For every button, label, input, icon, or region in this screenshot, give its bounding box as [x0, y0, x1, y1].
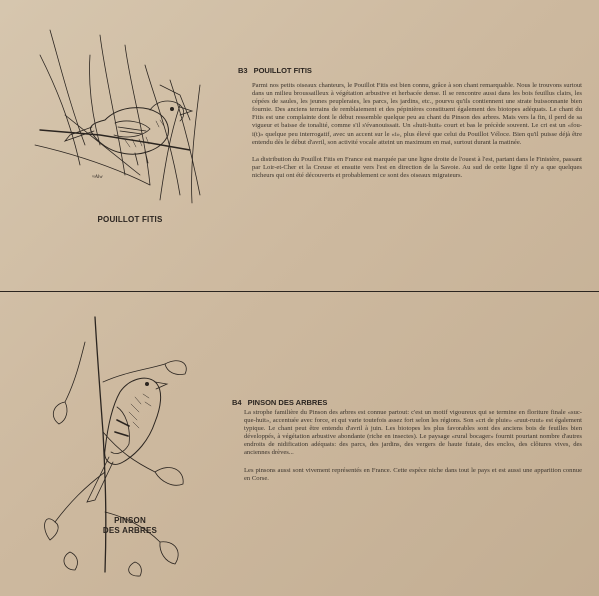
- section-title: POUILLOT FITIS: [253, 66, 312, 75]
- caption-line: DES ARBRES: [102, 526, 158, 535]
- section-heading-b4: [232, 398, 327, 407]
- caption-line: PINSON: [114, 516, 146, 525]
- section-code: B3: [238, 66, 248, 75]
- pinson-des-arbres-illustration: [25, 312, 215, 582]
- paragraph: Les pinsons aussi sont vivement représentés en France. Cette espèce niche dans tout le pays et est aussi une apparition connue en Corse.: [244, 466, 582, 482]
- section-divider: [0, 291, 599, 292]
- figure-caption-pouillot: POUILLOT FITIS: [97, 215, 163, 224]
- section-code: B4: [232, 398, 242, 407]
- paragraph: Parmi nos petits oiseaux chanteurs, le Pouillot Fitis est bien connu, grâce à son chant remarquable. Nous le trouvons surtout dans un milieu broussailleux à végétation arbustive et herbacée dense. Il se rencontre aussi dans les bois feuillus clairs, les cépées de saules, les jeunes peupleraies, les parcs, les jardins, etc., pourvu qu'ils contiennent une strate buissonnante bien fournie. Des anciens terrains de remblaiement et des pépinières constituent également des biotopes adéquats. Le chant du Fitis est une complainte dont le début ressemble quelque peu au chant du Pinson des arbres. Mais vers la fin, il perd de sa vigueur et baisse de tonalité, comme s'il s'évanouissait. Un «huit-huit» court et bas le précède souvent. Le cri est un «fou-i(t)» quelque peu interrogatif, avec un accent sur le «i», plus élevé que celui du Pouillot Véloce. Bien qu'il puisse déjà être entendu dès le début d'avril, son activité vocale atteint un maximum en mai, surtout durant la matinée.: [252, 82, 582, 146]
- figure-caption-pinson: [90, 516, 170, 536]
- section-heading-b3: [238, 66, 312, 75]
- paragraph: La strophe familière du Pinson des arbres est connue partout: c'est un motif vigoureux qui se termine en floriture finale «suc-que-huit», accentuée avec force, et qui varie toutefois assez fort selon les régions. Son «cri de pluie» «ruut-ruut» est également typique. Le chant peut être entendu d'avril à juin. Les biotopes les plus favorables sont des anciens bois de feuilles bien développés, à végétation arbustive abondante (riche en insectes). Le paysage «rural bocager» fournit pourtant nombre d'autres endroits de nidification adéquats: des parcs, des jardins, des vergers de haute futaie, des enclos, des clôtures vives, des anciennes drèves...: [244, 409, 582, 457]
- section-title: PINSON DES ARBRES: [247, 398, 328, 407]
- artist-signature: ≈Alw: [92, 175, 103, 180]
- paragraph: La distribution du Pouillot Fitis en France est marquée par une ligne droite de l'ouest à l'est, partant dans le Finistère, passant par Loir-et-Cher et la Creuse et ensuite vers l'est en direction de la Savoie. Au sud de cette ligne il n'y a que quelques nicheurs qui ont été découverts et probablement ce sont des oiseaux migrateurs.: [252, 155, 582, 179]
- pouillot-fitis-illustration: [30, 25, 220, 210]
- section-text-b3: [252, 82, 582, 189]
- section-text-b4: [244, 409, 582, 492]
